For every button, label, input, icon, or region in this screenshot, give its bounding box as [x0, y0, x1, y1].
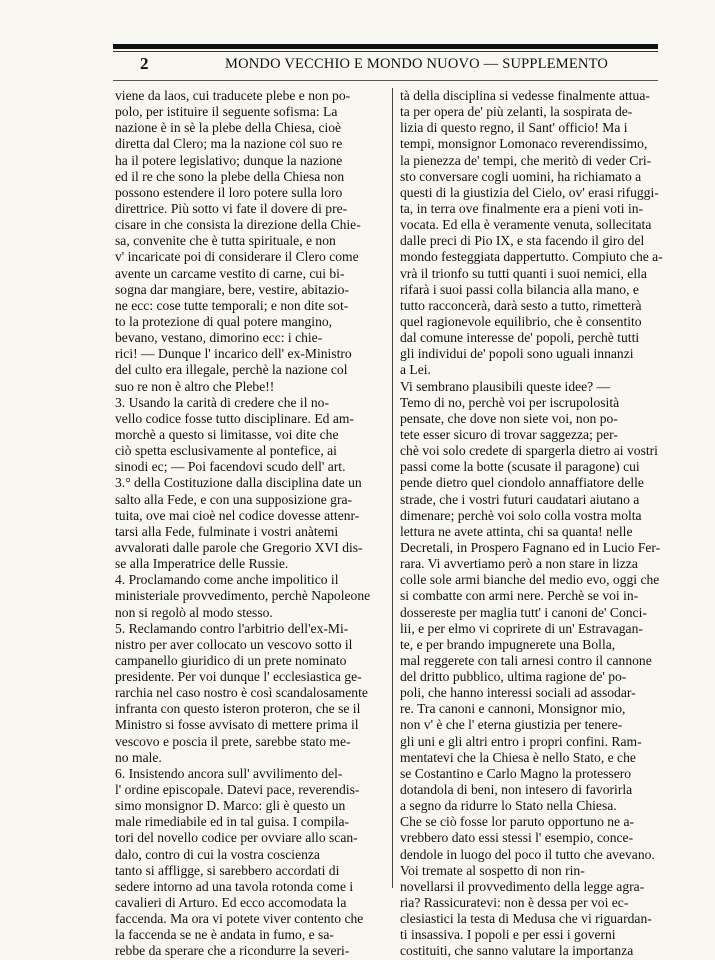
text-line: ha il potere legislativo; dunque la nazione — [115, 152, 343, 168]
text-line: tà della disciplina si vedesse finalmente attua- — [400, 88, 650, 103]
text-line: direttrice. Più sotto vi fate il dovere di pre- — [115, 200, 348, 216]
text-line: dalo, contro di cui la vostra coscienza — [115, 846, 320, 862]
left-column — [115, 88, 385, 960]
text-line: lizia di questo regno, il Sant' officio! Ma i — [400, 120, 628, 136]
text-line: a segno da ridurre lo Stato nella Chiesa. — [400, 798, 617, 814]
text-line: dendole in luogo del poco il tutto che avevano. — [400, 846, 655, 862]
text-line: possono estendere il loro potere sulla loro — [115, 184, 343, 200]
text-line: male rimediabile ed in tal guisa. I compila- — [115, 814, 350, 830]
text-line: Che se ciò fosse lor paruto opportuno ne a- — [400, 814, 635, 830]
text-line: lii, e per elmo vi coprirete di un' Estravagan- — [400, 620, 643, 636]
text-line: tete esser sicuro di trovar saggezza; per- — [400, 426, 618, 442]
text-line: Temo di no, perchè voi per iscrupolosità — [400, 394, 620, 410]
text-line: salto alla Fede, e con una supposizione gra- — [115, 491, 353, 507]
text-line: presidente. Per voi dunque l' ecclesiastica ge- — [115, 669, 362, 685]
text-line: vocata. Ed ella è veramente venuta, sollecitata — [400, 217, 652, 233]
text-line: polo, per istituire il seguente sofisma: La — [115, 104, 338, 120]
text-line: chè voi solo credete di spargerla dietro ai vostri — [400, 443, 658, 459]
text-line: clesiastici la testa di Medusa che vi riguardan- — [400, 911, 652, 927]
text-line: suo re non è altro che Plebe!! — [115, 378, 275, 394]
text-line: tuita, ove mai cioè nel codice dovesse attenr- — [115, 507, 360, 523]
text-line: del dritto pubblico, ultima ragione de' po- — [400, 669, 627, 685]
text-line: morchè a questo si limitasse, voi dite che — [115, 426, 339, 442]
text-line: Decretali, in Prospero Fagnano ed in Lucio Fer- — [400, 539, 661, 555]
text-line: avente un carcame vestito di carne, cui bi- — [115, 265, 345, 281]
text-line: tempi, monsignor Lomonaco reverendissimo, — [400, 136, 648, 152]
text-line: dimenare; perchè voi solo colla vostra molta — [400, 507, 642, 523]
text-line: nistro per aver collocato un vescovo sotto il — [115, 636, 353, 652]
text-line: gli individui de' popoli sono uguali innanzi — [400, 346, 634, 362]
text-line: dotandola di beni, non intesero di favorirla — [400, 782, 633, 798]
text-line: te, e per brando impugnerete una Bolla, — [400, 636, 616, 652]
text-line: avvalorati dalle parole che Gregorio XVI dis- — [115, 539, 363, 555]
text-line: ed il re che sono la plebe della Chiesa non — [115, 168, 345, 184]
text-line: nazione è in sè la plebe della Chiesa, cioè — [115, 120, 342, 136]
text-line: passi come la botte (scusate il paragone) cui — [400, 459, 640, 475]
text-line: dalle preci di Pio IX, e sta facendo il giro del — [400, 233, 645, 249]
text-line: re. Tra canoni e cannoni, Monsignor mio, — [400, 701, 626, 717]
text-line: questi di la giustizia del Cielo, ov' erasi rifuggi- — [400, 184, 659, 200]
text-line: lettura ne avete attinta, chi sa quanta! nelle — [400, 523, 633, 539]
text-line: non v' è che l' eterna giustizia per tenere- — [400, 717, 623, 733]
text-line: rifarà i suoi passi colla bilancia alla mano, e — [400, 281, 639, 297]
header-rule-thin — [113, 51, 658, 52]
text-line: pende dietro quel ciondolo annaffiatore delle — [400, 475, 644, 491]
text-line: se alla Imperatrice delle Russie. — [115, 556, 289, 572]
text-line: poli, che hanno interessi sociali ad assodar- — [400, 685, 636, 701]
text-line: ti insassiva. I popoli e per essi i governi — [400, 927, 616, 943]
text-line: cavalieri di Arturo. Ed ecco accomodata la — [115, 895, 347, 911]
text-line: del culto era illegale, perchè la nazione col — [115, 362, 348, 378]
text-line: viene da laos, cui traducete plebe e non po- — [115, 88, 351, 103]
text-line: tori del novello codice per ovviare allo scan- — [115, 830, 358, 846]
text-line: 6. Insistendo ancora sull' avvilimento del- — [115, 765, 343, 781]
text-line: ne ecc: cose tutte temporali; e non dite sot- — [115, 297, 349, 313]
text-line: ciò spetta esclusivamente al pontefice, ai — [115, 443, 337, 459]
text-line: novellarsi il provvedimento della legge agra- — [400, 878, 645, 894]
text-line: a Lei. — [400, 362, 431, 378]
text-line: bevano, vestano, dimorino ecc: i chie- — [115, 330, 323, 346]
column-divider — [392, 88, 393, 888]
text-line: mondo festeggiata dappertutto. Compiuto che a- — [400, 249, 663, 265]
running-title: MONDO VECCHIO E MONDO NUOVO — SUPPLEMENTO — [225, 56, 609, 72]
text-line: quel ragionevole equilibrio, che è consentito — [400, 313, 642, 329]
text-line: ministeriale provvedimento, perchè Napoleone — [115, 588, 371, 604]
text-line: 3.° della Costituzione dalla disciplina date un — [115, 475, 362, 491]
text-line: cisare in che consista la direzione della Chie- — [115, 217, 361, 233]
text-line: rara. Vi avvertiamo però a non stare in lizza — [400, 556, 638, 572]
text-line: ta per opera de' più zelanti, la sospirata de- — [400, 104, 633, 120]
text-line: vrà il trionfo su tutti quanti i suoi nemici, ella — [400, 265, 647, 281]
text-line: colle sole armi bianche del medio evo, oggi che — [400, 572, 660, 588]
text-line: Vi sembrano plausibili queste idee? — — [400, 378, 611, 394]
text-line: tutto racconcerà, darà sesto a tutto, rimetterà — [400, 297, 642, 313]
text-line: la faccenda se ne è andata in fumo, e sa- — [115, 927, 334, 943]
text-line: l' ordine episcopale. Datevi pace, reverendis- — [115, 782, 360, 798]
text-line: campanello giuridico di un prete nominato — [115, 652, 347, 668]
text-line: Voi tremate al sospetto di non rin- — [400, 862, 585, 878]
text-line: sa, convenite che è tutta spirituale, e non — [115, 233, 336, 249]
text-line: to la protezione di qual potere mangino, — [115, 313, 333, 329]
text-line: 3. Usando la carità di credere che il no- — [115, 394, 330, 410]
text-line: no male. — [115, 749, 162, 765]
text-line: si combatte con armi nere. Perchè se voi in- — [400, 588, 639, 604]
text-line: 4. Proclamando come anche impolitico il — [115, 572, 339, 588]
text-line: dossereste per maglia tutt' i canoni de' Conci- — [400, 604, 647, 620]
text-line: sedere intorno ad una tavola rotonda come i — [115, 878, 354, 894]
text-line: sinodi ec; — Poi facendovi scudo dell' art. — [115, 459, 346, 475]
text-line: infranta con questo isteron proteron, che se il — [115, 701, 361, 717]
text-line: diretta dal Clero; ma la nazione col suo re — [115, 136, 343, 152]
text-line: ta, in terra ove finalmente era a pieni voti in- — [400, 200, 644, 216]
text-line: rebbe da sperare che a ricondurre la severi- — [115, 943, 350, 959]
text-line: sogna dar mangiare, bere, vestire, abitazio- — [115, 281, 350, 297]
header-rule-bottom — [113, 80, 658, 81]
text-line: costituiti, che sanno valutare la importanza — [400, 943, 634, 959]
header-rule-thick — [113, 44, 658, 49]
text-line: dal comune interesse de' popoli, perchè tutti — [400, 330, 640, 346]
text-line: pensate, che dove non siete voi, non po- — [400, 410, 618, 426]
right-column — [400, 88, 665, 960]
text-line: Ministro si fosse avvisato di mettere prima il — [115, 717, 359, 733]
text-line: v' incaricate poi di considerare il Clero come — [115, 249, 359, 265]
text-line: strade, che i vostri futuri caudatari aiutano a — [400, 491, 640, 507]
text-line: tarsi alla Fede, fulminate i vostri anàtemi — [115, 523, 339, 539]
text-line: se Costantino e Carlo Magno la protessero — [400, 765, 632, 781]
text-line: tanto si affligge, si sarebbero accordati di — [115, 862, 340, 878]
text-line: faccenda. Ma ora vi potete viver contento che — [115, 911, 364, 927]
text-line: mentatevi che la Chiesa è nello Stato, e che — [400, 749, 636, 765]
text-line: non si regolò al modo stesso. — [115, 604, 273, 620]
text-line: la pienezza de' tempi, che meritò di veder Cri- — [400, 152, 652, 168]
text-line: vello codice fosse tutto disciplinare. Ed am- — [115, 410, 354, 426]
text-line: rici! — Dunque l' incarico dell' ex-Ministro — [115, 346, 352, 362]
text-line: rarchia nel caso nostro è così scandalosamente — [115, 685, 368, 701]
text-line: gli uni e gli altri entro i propri confini. Ram- — [400, 733, 642, 749]
text-line: sto conversare cogli uomini, ha richiamato a — [400, 168, 642, 184]
text-line: simo monsignor D. Marco: gli è questo un — [115, 798, 346, 814]
text-line: 5. Reclamando contro l'arbitrio dell'ex-Mi- — [115, 620, 349, 636]
text-line: ria? Rassicuratevi: non è dessa per voi ec- — [400, 895, 629, 911]
page-number: 2 — [140, 54, 149, 73]
text-line: mal reggerete con tali arnesi contro il cannone — [400, 652, 652, 668]
text-line: vescovo e poscia il prete, sarebbe stato me- — [115, 733, 351, 749]
text-line: vrebbero dato essi stessi l' esempio, conce- — [400, 830, 634, 846]
